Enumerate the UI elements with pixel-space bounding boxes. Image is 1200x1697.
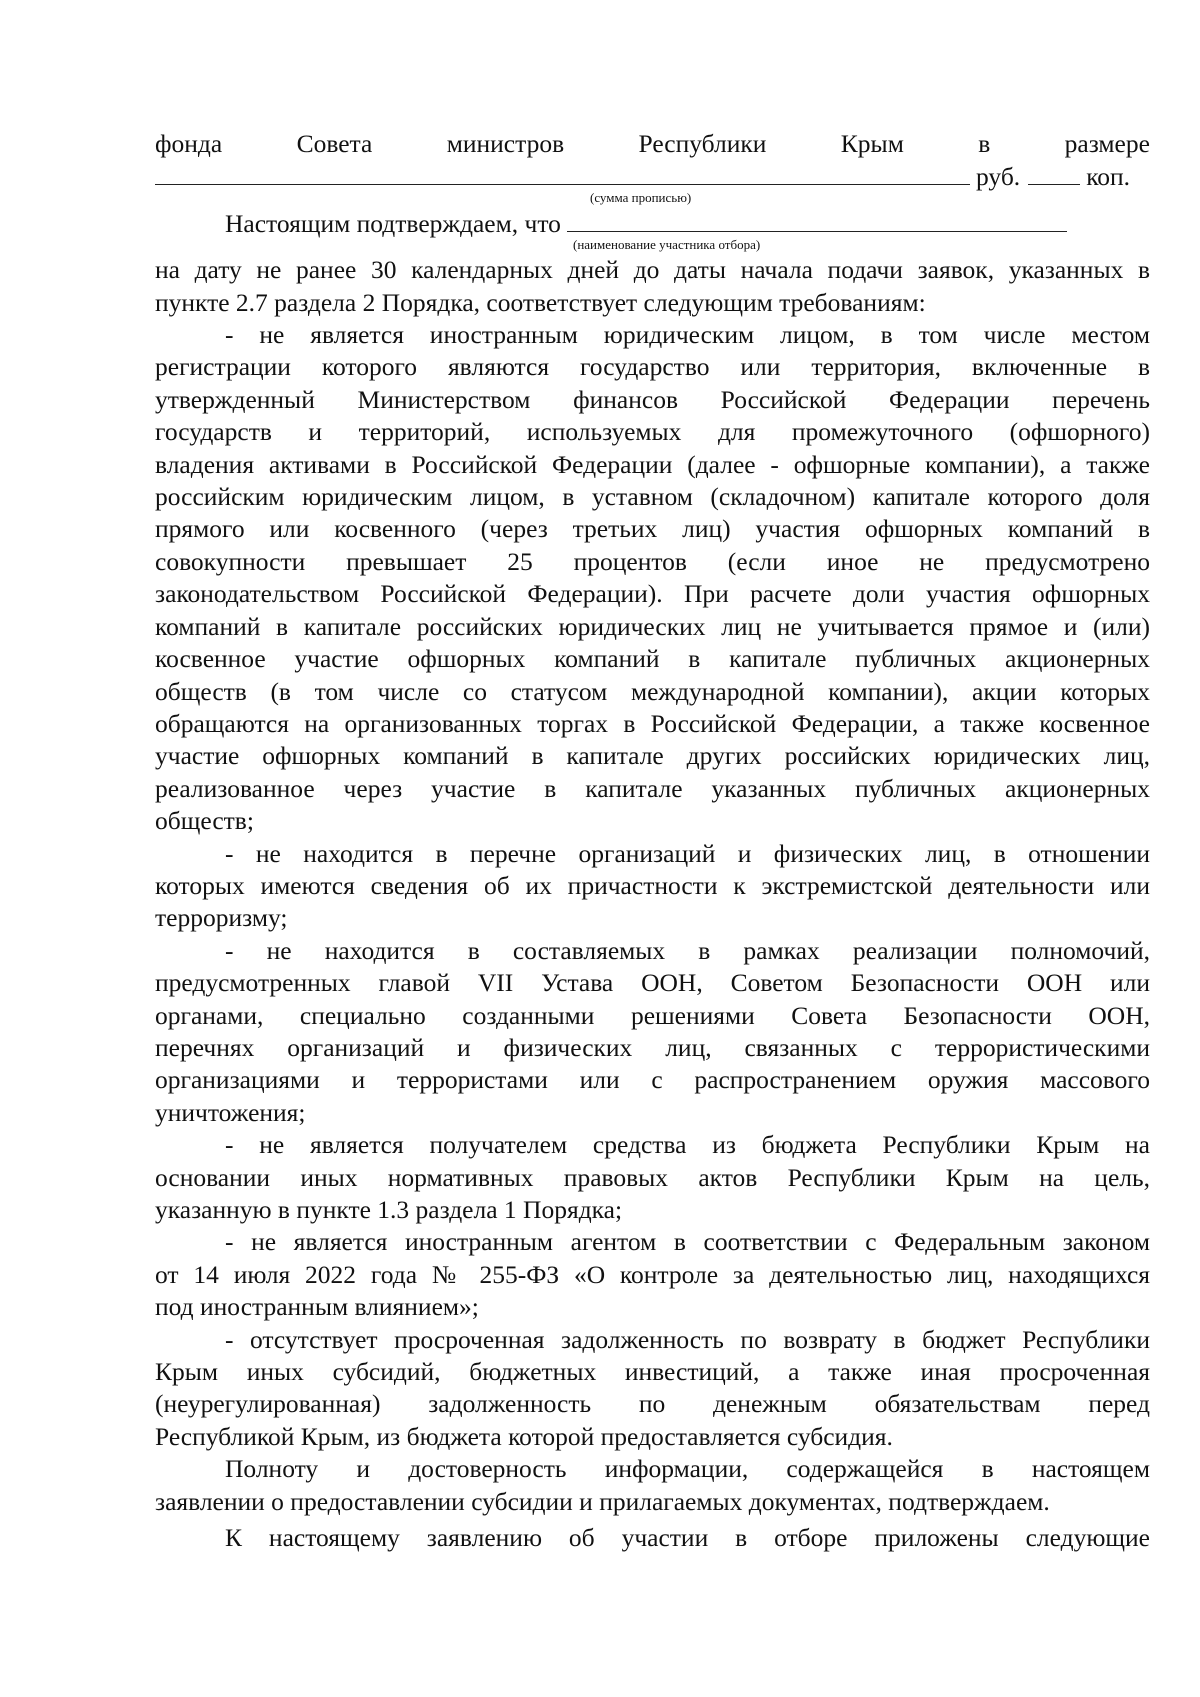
text-line: обществ; (155, 806, 254, 836)
text-line: основании иных нормативных правовых актов Республики Крым на цель, (155, 1162, 1150, 1192)
text-line: организациями и террористами или с распространением оружия массового (155, 1065, 1150, 1095)
header-word: Республики (638, 129, 767, 158)
header-word: Совета (296, 129, 373, 158)
sum-caption: (сумма прописью) (590, 189, 692, 205)
sum-words-blank[interactable] (155, 158, 970, 185)
text-line: - не находится в составляемых в рамках реализации полномочий, (225, 935, 1150, 965)
header-word: размере (1064, 129, 1150, 158)
text-line: заявлении о предоставлении субсидии и прилагаемых документах, подтверждаем. (155, 1486, 1050, 1516)
header-word: в (978, 129, 991, 158)
header-word: Крым (840, 129, 904, 158)
header-word: министров (446, 129, 565, 158)
text-line: Крым иных субсидий, бюджетных инвестиций, а также иная просроченная (155, 1357, 1150, 1387)
text-line: обращаются на организованных торгах в Российской Федерации, а также косвенное (155, 708, 1150, 738)
text-line: совокупности превышает 25 процентов (если иное не предусмотрено (155, 546, 1150, 576)
text-line: - не находится в перечне организаций и физических лиц, в отношении (225, 838, 1150, 868)
text-line: российским юридическим лицом, в уставном (складочном) капитале которого доля (155, 482, 1150, 512)
text-line: - не является иностранным юридическим лицом, в том числе местом (225, 320, 1150, 350)
sum-row (155, 158, 1150, 193)
text-line: К настоящему заявлению об участии в отборе приложены следующие (225, 1523, 1150, 1553)
confirm-prefix: Настоящим подтверждаем, что (225, 208, 561, 238)
text-line: пункте 2.7 раздела 2 Порядка, соответствует следующим требованиям: (155, 287, 926, 317)
document-page (155, 128, 1150, 1554)
text-line: - отсутствует просроченная задолженность по возврату в бюджет Республики (225, 1324, 1150, 1354)
text-line: терроризму; (155, 903, 288, 933)
text-line: регистрации которого являются государство или территория, включенные в (155, 352, 1150, 382)
kop-label: коп. (1086, 162, 1131, 192)
text-line: уничтожения; (155, 1097, 306, 1127)
name-caption: (наименование участника отбора) (573, 237, 761, 253)
text-line: под иностранным влиянием»; (155, 1292, 479, 1322)
text-line: Республикой Крым, из бюджета которой предоставляется субсидия. (155, 1421, 893, 1451)
text-line: - не является иностранным агентом в соответствии с Федеральным законом (225, 1227, 1150, 1257)
header-word: фонда (155, 129, 223, 158)
text-line: органами, специально созданными решениями Совета Безопасности ООН, (155, 1000, 1150, 1030)
text-line: государств и территорий, используемых для промежуточного (офшорного) (155, 417, 1150, 447)
confirm-row (155, 207, 1150, 240)
text-line: компаний в капитале российских юридических лиц не учитывается прямое и (или) (155, 611, 1150, 641)
text-line: на дату не ранее 30 календарных дней до даты начала подачи заявок, указанных в (155, 255, 1150, 285)
kop-blank[interactable] (1028, 158, 1080, 185)
text-line: утвержденный Министерством финансов Российской Федерации перечень (155, 384, 1150, 414)
text-line: предусмотренных главой VII Устава ООН, Советом Безопасности ООН или (155, 968, 1150, 998)
text-line: указанную в пункте 1.3 раздела 1 Порядка; (155, 1195, 623, 1224)
text-line: которых имеются сведения об их причастности к экстремистской деятельности или (155, 870, 1150, 900)
text-line: Полноту и достоверность информации, содержащейся в настоящем (225, 1454, 1150, 1484)
text-line: прямого или косвенного (через третьих лиц) участия офшорных компаний в (155, 514, 1150, 544)
rub-label: руб. (976, 162, 1021, 192)
text-line: от 14 июля 2022 года № 255-ФЗ «О контроле за деятельностью лиц, находящихся (155, 1259, 1150, 1289)
text-line: перечнях организаций и физических лиц, связанных с террористическими (155, 1032, 1150, 1062)
text-line: участие офшорных компаний в капитале других российских юридических лиц, (155, 741, 1150, 771)
participant-name-blank[interactable] (567, 207, 1067, 232)
text-line: - не является получателем средства из бюджета Республики Крым на (225, 1130, 1150, 1160)
text-line: владения активами в Российской Федерации (далее - офшорные компании), а также (155, 449, 1150, 479)
text-line: косвенное участие офшорных компаний в капитале публичных акционерных (155, 644, 1150, 674)
text-line: законодательством Российской Федерации). При расчете доли участия офшорных (155, 579, 1150, 609)
text-line: (неурегулированная) задолженность по денежным обязательствам перед (155, 1389, 1150, 1419)
header-row-fund (155, 128, 1150, 160)
text-line: реализованное через участие в капитале указанных публичных акционерных (155, 773, 1150, 803)
text-line: обществ (в том числе со статусом международной компании), акции которых (155, 676, 1150, 706)
